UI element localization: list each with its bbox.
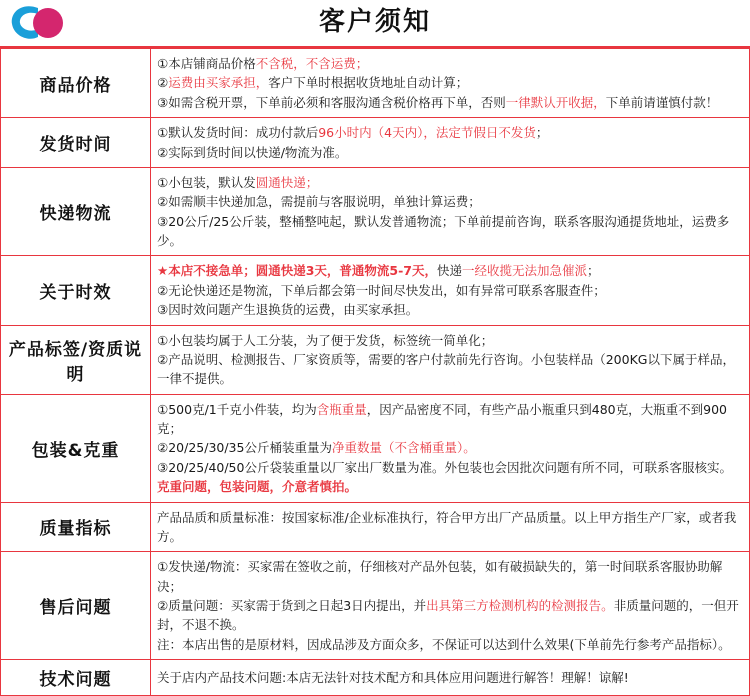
content-line xyxy=(157,557,743,596)
content-text: ①小包装均属于人工分装，为了便于发货，标签统一简单化； xyxy=(157,332,494,348)
row-label: 发货时间 xyxy=(1,118,151,168)
row-content xyxy=(151,256,750,325)
content-text: ★本店不接急单；圆通快递3天，普通物流5-7天， xyxy=(157,263,437,279)
content-text: 一经收揽无法加急催派 xyxy=(462,263,588,279)
content-text: ①500克/1千克小件装，均为 xyxy=(157,401,317,417)
content-text: ②质量问题：买家需于货到之日起3日内提出，并 xyxy=(157,598,427,613)
table-row xyxy=(1,256,750,325)
content-line xyxy=(157,508,743,547)
content-text: 96小时内（4天内），法定节假日不发货 xyxy=(318,125,536,141)
content-text: ①小包装，默认发 xyxy=(157,174,256,190)
content-text: ； xyxy=(587,263,600,279)
content-text: ② xyxy=(157,75,169,91)
content-line xyxy=(157,173,743,192)
company-logo xyxy=(8,2,80,44)
content-line xyxy=(157,477,743,496)
content-line xyxy=(157,331,743,350)
row-label: 质量指标 xyxy=(1,502,151,552)
content-text: ②无论快递还是物流，下单后都会第一时间尽快发出，如有异常可联系客服查件； xyxy=(157,282,606,298)
row-label: 快递物流 xyxy=(1,167,151,256)
content-line xyxy=(157,635,743,654)
row-label: 商品价格 xyxy=(1,49,151,118)
content-line xyxy=(157,93,743,112)
content-line xyxy=(157,123,743,142)
content-text: 注：本店出售的是原材料，因成品涉及方面众多，不保证可以达到什么效果(下单前先行参考产品指标）。 xyxy=(157,636,731,652)
content-text: 运费由买家承担， xyxy=(168,75,269,91)
content-line xyxy=(157,212,743,251)
table-row xyxy=(1,502,750,552)
table-row xyxy=(1,118,750,168)
page-title: 客户须知 xyxy=(318,7,431,37)
content-text: 圆通快递； xyxy=(255,174,319,190)
content-line xyxy=(157,143,743,162)
table-row xyxy=(1,167,750,256)
content-text: ①本店铺商品价格 xyxy=(157,56,256,71)
content-text: ②20/25/30/35公斤桶装重量为 xyxy=(157,440,332,456)
table-row xyxy=(1,325,750,394)
content-text: ①发快递/物流：买家需在签收之前，仔细核对产品外包装，如有破损缺失的，第一时间联系客服协助解决； xyxy=(157,559,723,594)
content-text: 客户下单时根据收货地址自动计算； xyxy=(268,75,469,91)
content-text: ③20公斤/25公斤装，整桶整吨起，默认发普通物流；下单前提前咨询，联系客服沟通提货地址，运费多少。 xyxy=(157,213,730,248)
row-label: 产品标签/资质说明 xyxy=(1,325,151,394)
row-content xyxy=(151,660,750,696)
row-content xyxy=(151,49,750,118)
content-text: 关于店内产品技术问题:本店无法针对技术配方和具体应用问题进行解答！理解！谅解! xyxy=(157,669,629,685)
content-text: ； xyxy=(535,125,549,141)
content-text: 不含税，不含运费； xyxy=(255,56,369,71)
content-line xyxy=(157,438,743,457)
content-line xyxy=(157,192,743,211)
content-line xyxy=(157,300,743,319)
table-row xyxy=(1,394,750,502)
row-content xyxy=(151,167,750,256)
content-line xyxy=(157,668,743,687)
row-content xyxy=(151,118,750,168)
content-text: ③如需含税开票，下单前必须和客服沟通含税价格再下单，否则 xyxy=(157,94,506,110)
page-header xyxy=(0,0,750,48)
content-text: 含瓶重量 xyxy=(316,401,367,417)
content-text: ②产品说明、检测报告、厂家资质等，需要的客户付款前先行咨询。小包装样品（200KG以下属于样品，一律不提供。 xyxy=(157,351,735,387)
table-row xyxy=(1,660,750,696)
content-text: ，因产品密度不同，有些产品小瓶重只到480克，大瓶重不到900克； xyxy=(157,401,727,436)
row-label: 售后问题 xyxy=(1,552,151,660)
row-label: 关于时效 xyxy=(1,256,151,325)
content-line xyxy=(157,54,743,73)
notice-table-body xyxy=(1,49,750,696)
content-text: ③因时效问题产生退换货的运费，由买家承担。 xyxy=(157,302,419,318)
row-label: 包装&克重 xyxy=(1,394,151,502)
content-line xyxy=(157,458,743,477)
table-row xyxy=(1,552,750,660)
row-content xyxy=(151,394,750,502)
content-text: 净重数量（不含桶重量）。 xyxy=(331,440,476,456)
content-line xyxy=(157,596,743,635)
content-line xyxy=(157,281,743,300)
content-text: 一律默认开收据， xyxy=(505,94,606,110)
row-content xyxy=(151,325,750,394)
content-text: 产品品质和质量标准：按国家标准/企业标准执行，符合甲方出厂产品质量。以上甲方指生产厂家，或者我方。 xyxy=(157,509,737,544)
row-content xyxy=(151,552,750,660)
content-text: ①默认发货时间：成功付款后 xyxy=(157,125,319,141)
content-line xyxy=(157,400,743,439)
content-text: 克重问题，包装问题，介意者慎拍。 xyxy=(157,479,358,495)
table-row xyxy=(1,49,750,118)
content-text: ②如需顺丰快递加急，需提前与客服说明，单独计算运费； xyxy=(157,194,481,210)
content-line xyxy=(157,350,743,389)
content-text: ③20/25/40/50公斤袋装重量以厂家出厂数量为准。外包装也会因批次问题有所不同，可联系客服核实。 xyxy=(157,459,732,475)
row-label: 技术问题 xyxy=(1,660,151,696)
content-line xyxy=(157,73,743,92)
row-content xyxy=(151,502,750,552)
content-text: 出具第三方检测机构的检测报告。 xyxy=(426,598,614,613)
content-line xyxy=(157,261,743,280)
content-text: 非质量问题的，一但开封，不退不换。 xyxy=(157,598,739,633)
content-text: 下单前请谨慎付款！ xyxy=(605,94,719,110)
content-text: 快递 xyxy=(437,263,463,279)
notice-table xyxy=(0,48,750,696)
content-text: ②实际到货时间以快递/物流为准。 xyxy=(157,144,348,160)
